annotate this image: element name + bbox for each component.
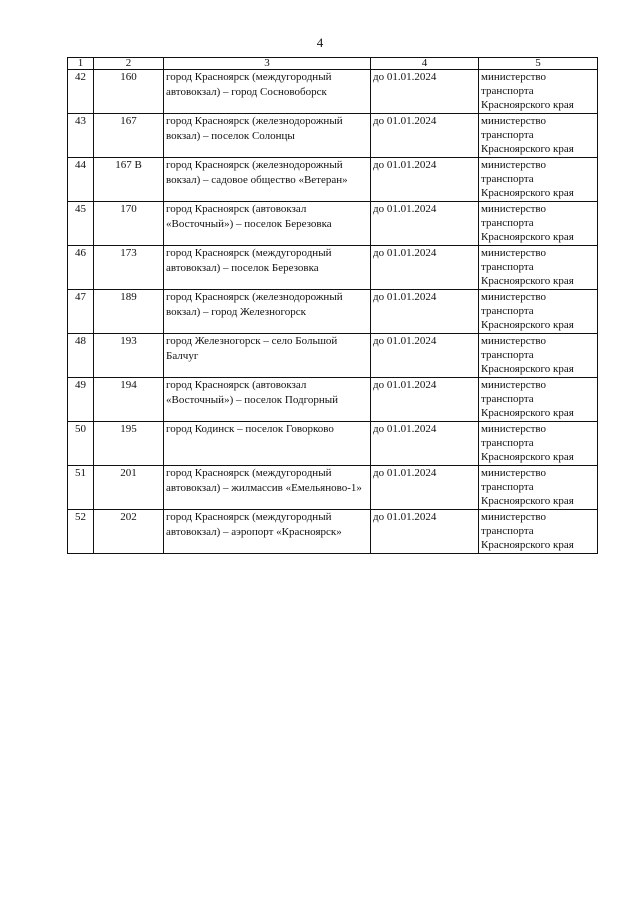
organization-line: Красноярского края — [481, 187, 574, 199]
route-number: 193 — [94, 334, 164, 378]
table-row — [68, 202, 598, 246]
organization-line: транспорта — [481, 481, 534, 493]
deadline: до 01.01.2024 — [371, 158, 479, 202]
organization-line: транспорта — [481, 393, 534, 405]
column-header: 2 — [94, 58, 164, 70]
responsible-organization — [479, 114, 598, 158]
route-name: город Красноярск (междугородный автовокзал) – город Сосновоборск — [164, 70, 371, 114]
responsible-organization — [479, 510, 598, 554]
route-number: 201 — [94, 466, 164, 510]
deadline: до 01.01.2024 — [371, 422, 479, 466]
route-number: 170 — [94, 202, 164, 246]
deadline: до 01.01.2024 — [371, 334, 479, 378]
table-row — [68, 466, 598, 510]
row-number: 45 — [68, 202, 94, 246]
page-number: 4 — [316, 35, 324, 50]
table-row — [68, 378, 598, 422]
table-row — [68, 246, 598, 290]
organization-line: Красноярского края — [481, 319, 574, 331]
organization-line: транспорта — [481, 173, 534, 185]
table-row — [68, 158, 598, 202]
responsible-organization — [479, 290, 598, 334]
routes-table — [67, 57, 598, 554]
organization-line: транспорта — [481, 525, 534, 537]
organization-line: Красноярского края — [481, 495, 574, 507]
route-name: город Кодинск – поселок Говорково — [164, 422, 371, 466]
deadline: до 01.01.2024 — [371, 378, 479, 422]
responsible-organization — [479, 246, 598, 290]
organization-line: министерство — [481, 247, 547, 259]
route-number: 195 — [94, 422, 164, 466]
organization-line: Красноярского края — [481, 99, 574, 111]
organization-line: транспорта — [481, 129, 534, 141]
table-row — [68, 290, 598, 334]
route-number: 167 — [94, 114, 164, 158]
organization-line: транспорта — [481, 349, 534, 361]
deadline: до 01.01.2024 — [371, 510, 479, 554]
header-row — [68, 58, 598, 70]
organization-line: министерство — [481, 159, 547, 171]
responsible-organization — [479, 202, 598, 246]
row-number: 50 — [68, 422, 94, 466]
organization-line: Красноярского края — [481, 451, 574, 463]
table-row — [68, 114, 598, 158]
organization-line: министерство — [481, 467, 547, 479]
organization-line: Красноярского края — [481, 407, 574, 419]
responsible-organization — [479, 422, 598, 466]
route-name: город Красноярск (железнодорожный вокзал) – садовое общество «Ветеран» — [164, 158, 371, 202]
route-name: город Красноярск (междугородный автовокзал) – жилмассив «Емельяново-1» — [164, 466, 371, 510]
route-name: город Красноярск (междугородный автовокзал) – поселок Березовка — [164, 246, 371, 290]
responsible-organization — [479, 466, 598, 510]
row-number: 43 — [68, 114, 94, 158]
responsible-organization — [479, 70, 598, 114]
route-number: 189 — [94, 290, 164, 334]
route-name: город Красноярск (железнодорожный вокзал) – поселок Солонцы — [164, 114, 371, 158]
route-name: город Красноярск (автовокзал «Восточный») – поселок Подгорный — [164, 378, 371, 422]
route-number: 202 — [94, 510, 164, 554]
organization-line: Красноярского края — [481, 231, 574, 243]
organization-line: министерство — [481, 379, 547, 391]
route-name: город Красноярск (железнодорожный вокзал) – город Железногорск — [164, 290, 371, 334]
organization-line: транспорта — [481, 217, 534, 229]
responsible-organization — [479, 334, 598, 378]
organization-line: министерство — [481, 115, 547, 127]
deadline: до 01.01.2024 — [371, 70, 479, 114]
deadline: до 01.01.2024 — [371, 114, 479, 158]
row-number: 48 — [68, 334, 94, 378]
deadline: до 01.01.2024 — [371, 290, 479, 334]
deadline: до 01.01.2024 — [371, 202, 479, 246]
organization-line: министерство — [481, 203, 547, 215]
route-number: 173 — [94, 246, 164, 290]
route-name: город Красноярск (автовокзал «Восточный») – поселок Березовка — [164, 202, 371, 246]
column-header: 3 — [164, 58, 371, 70]
deadline: до 01.01.2024 — [371, 466, 479, 510]
row-number: 47 — [68, 290, 94, 334]
organization-line: транспорта — [481, 261, 534, 273]
organization-line: министерство — [481, 335, 547, 347]
organization-line: министерство — [481, 291, 547, 303]
route-name: город Железногорск – село Большой Балчуг — [164, 334, 371, 378]
route-number: 194 — [94, 378, 164, 422]
row-number: 51 — [68, 466, 94, 510]
organization-line: министерство — [481, 423, 547, 435]
row-number: 44 — [68, 158, 94, 202]
table-row — [68, 510, 598, 554]
column-header: 5 — [479, 58, 598, 70]
route-name: город Красноярск (междугородный автовокзал) – аэропорт «Красноярск» — [164, 510, 371, 554]
table-row — [68, 70, 598, 114]
organization-line: Красноярского края — [481, 363, 574, 375]
organization-line: Красноярского края — [481, 275, 574, 287]
route-number: 160 — [94, 70, 164, 114]
organization-line: транспорта — [481, 305, 534, 317]
route-number: 167 В — [94, 158, 164, 202]
organization-line: транспорта — [481, 85, 534, 97]
responsible-organization — [479, 158, 598, 202]
organization-line: министерство — [481, 511, 547, 523]
column-header: 1 — [68, 58, 94, 70]
row-number: 42 — [68, 70, 94, 114]
table-row — [68, 422, 598, 466]
row-number: 52 — [68, 510, 94, 554]
organization-line: Красноярского края — [481, 143, 574, 155]
responsible-organization — [479, 378, 598, 422]
row-number: 46 — [68, 246, 94, 290]
table-row — [68, 334, 598, 378]
organization-line: Красноярского края — [481, 539, 574, 551]
column-header: 4 — [371, 58, 479, 70]
deadline: до 01.01.2024 — [371, 246, 479, 290]
organization-line: министерство — [481, 71, 547, 83]
row-number: 49 — [68, 378, 94, 422]
organization-line: транспорта — [481, 437, 534, 449]
